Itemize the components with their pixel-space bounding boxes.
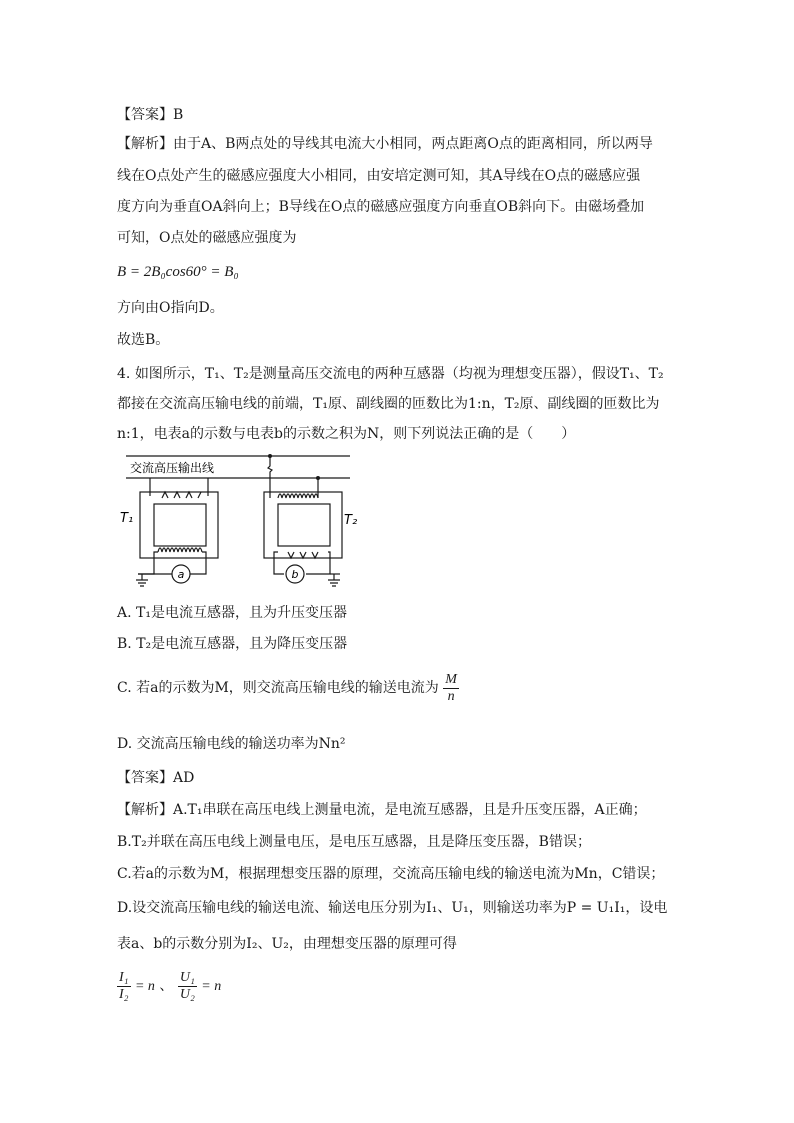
option-a: A. T₁是电流互感器，且为升压变压器	[117, 605, 347, 621]
meter-b-label: b	[291, 568, 299, 581]
prev-analysis-line-4: 可知，O点处的磁感应强度为	[117, 230, 297, 246]
analysis-line-3: C.若a的示数为M，根据理想变压器的原理，交流高压输电线的输送电流为Mn，C错误；	[117, 866, 665, 882]
t2-primary-coil	[278, 494, 318, 498]
meter-a-label: a	[177, 568, 185, 581]
question-line-1: 4. 如图所示，T₁、T₂是测量高压交流电的两种互感器（均视为理想变压器），假设T₁、T₂	[117, 366, 664, 382]
t2-core-inner	[278, 504, 330, 546]
answer-label: 【答案】	[117, 770, 173, 786]
question-line-2: 都接在交流高压输电线的前端，T₁原、副线圈的匝数比为1:n，T₂原、副线圈的匝数比为	[117, 396, 660, 412]
prev-analysis-line-2: 线在O点处产生的磁感应强度大小相同，由安培定测可知，其A导线在O点的磁感应强	[117, 168, 641, 184]
analysis-line-2: B.T₂并联在高压电线上测量电压，是电压互感器，且是降压变压器，B错误；	[117, 834, 591, 850]
question-number: 4.	[117, 366, 131, 382]
question-line-3: n:1，电表a的示数与电表b的示数之积为N，则下列说法正确的是（ ）	[117, 426, 576, 442]
prev-analysis-line-3: 度方向为垂直OA斜向上；B导线在O点的磁感应强度方向垂直OB斜向下。由磁场叠加	[117, 199, 645, 215]
analysis-label: 【解析】	[117, 802, 173, 818]
ground-icon	[328, 574, 340, 586]
answer-value: AD	[173, 770, 195, 786]
t2-secondary-coil	[288, 552, 318, 558]
t1-core-inner	[154, 504, 206, 546]
option-d: D. 交流高压输电线的输送功率为Nn²	[117, 736, 346, 752]
t2-label: T₂	[344, 513, 358, 528]
ratio-equations: $\frac{\text{I₁}}{\text{I₂}}$ = n 、 $\frac{\text{U₁}}{\text{U₂}}$ = n	[119, 969, 222, 1002]
fraction-u1-over-u2: $\frac{\text{U₁}}{\text{U₂}}$	[179, 969, 195, 1002]
conclusion-line: 故选B。	[117, 332, 170, 348]
t1-primary-leads	[150, 478, 208, 496]
fraction-m-over-n: $\frac{M}{n}$	[445, 671, 457, 704]
analysis-label: 【解析】	[117, 136, 173, 152]
transformer-figure	[118, 452, 358, 592]
answer-line	[117, 768, 194, 788]
analysis-line-1: 【解析】A.T₁串联在高压电线上测量电流，是电流互感器，且是升压变压器，A正确；	[117, 802, 647, 818]
option-b: B. T₂是电流互感器，且为降压变压器	[117, 636, 348, 652]
t1-primary-coil	[162, 492, 201, 498]
option-c: C. 若a的示数为M，则交流高压输电线的输送电流为 $\frac{M}{n}$	[117, 671, 457, 704]
t1-label: T₁	[120, 511, 134, 526]
fraction-i1-over-i2: $\frac{\text{I₁}}{\text{I₂}}$	[119, 969, 129, 1002]
prev-analysis-line-1: 【解析】由于A、B两点处的导线其电流大小相同，两点距离O点的距离相同，所以两导	[117, 136, 653, 152]
formula-b: B = 2B₀cos60° = B₀	[117, 264, 239, 280]
prev-answer-line	[117, 105, 183, 125]
ground-icon	[136, 574, 148, 586]
analysis-line-4: D.设交流高压输电线的输送电流、输送电压分别为I₁、U₁，则输送功率为P = U₁I₁，设电	[117, 900, 668, 916]
answer-value: B	[173, 107, 184, 123]
analysis-line-5: 表a、b的示数分别为I₂、U₂，由理想变压器的原理可得	[117, 936, 457, 952]
wire-label: 交流高压输出线	[130, 461, 215, 475]
answer-label: 【答案】	[117, 107, 173, 123]
t1-secondary-coil	[158, 548, 202, 552]
direction-line: 方向由O指向D。	[117, 300, 224, 316]
